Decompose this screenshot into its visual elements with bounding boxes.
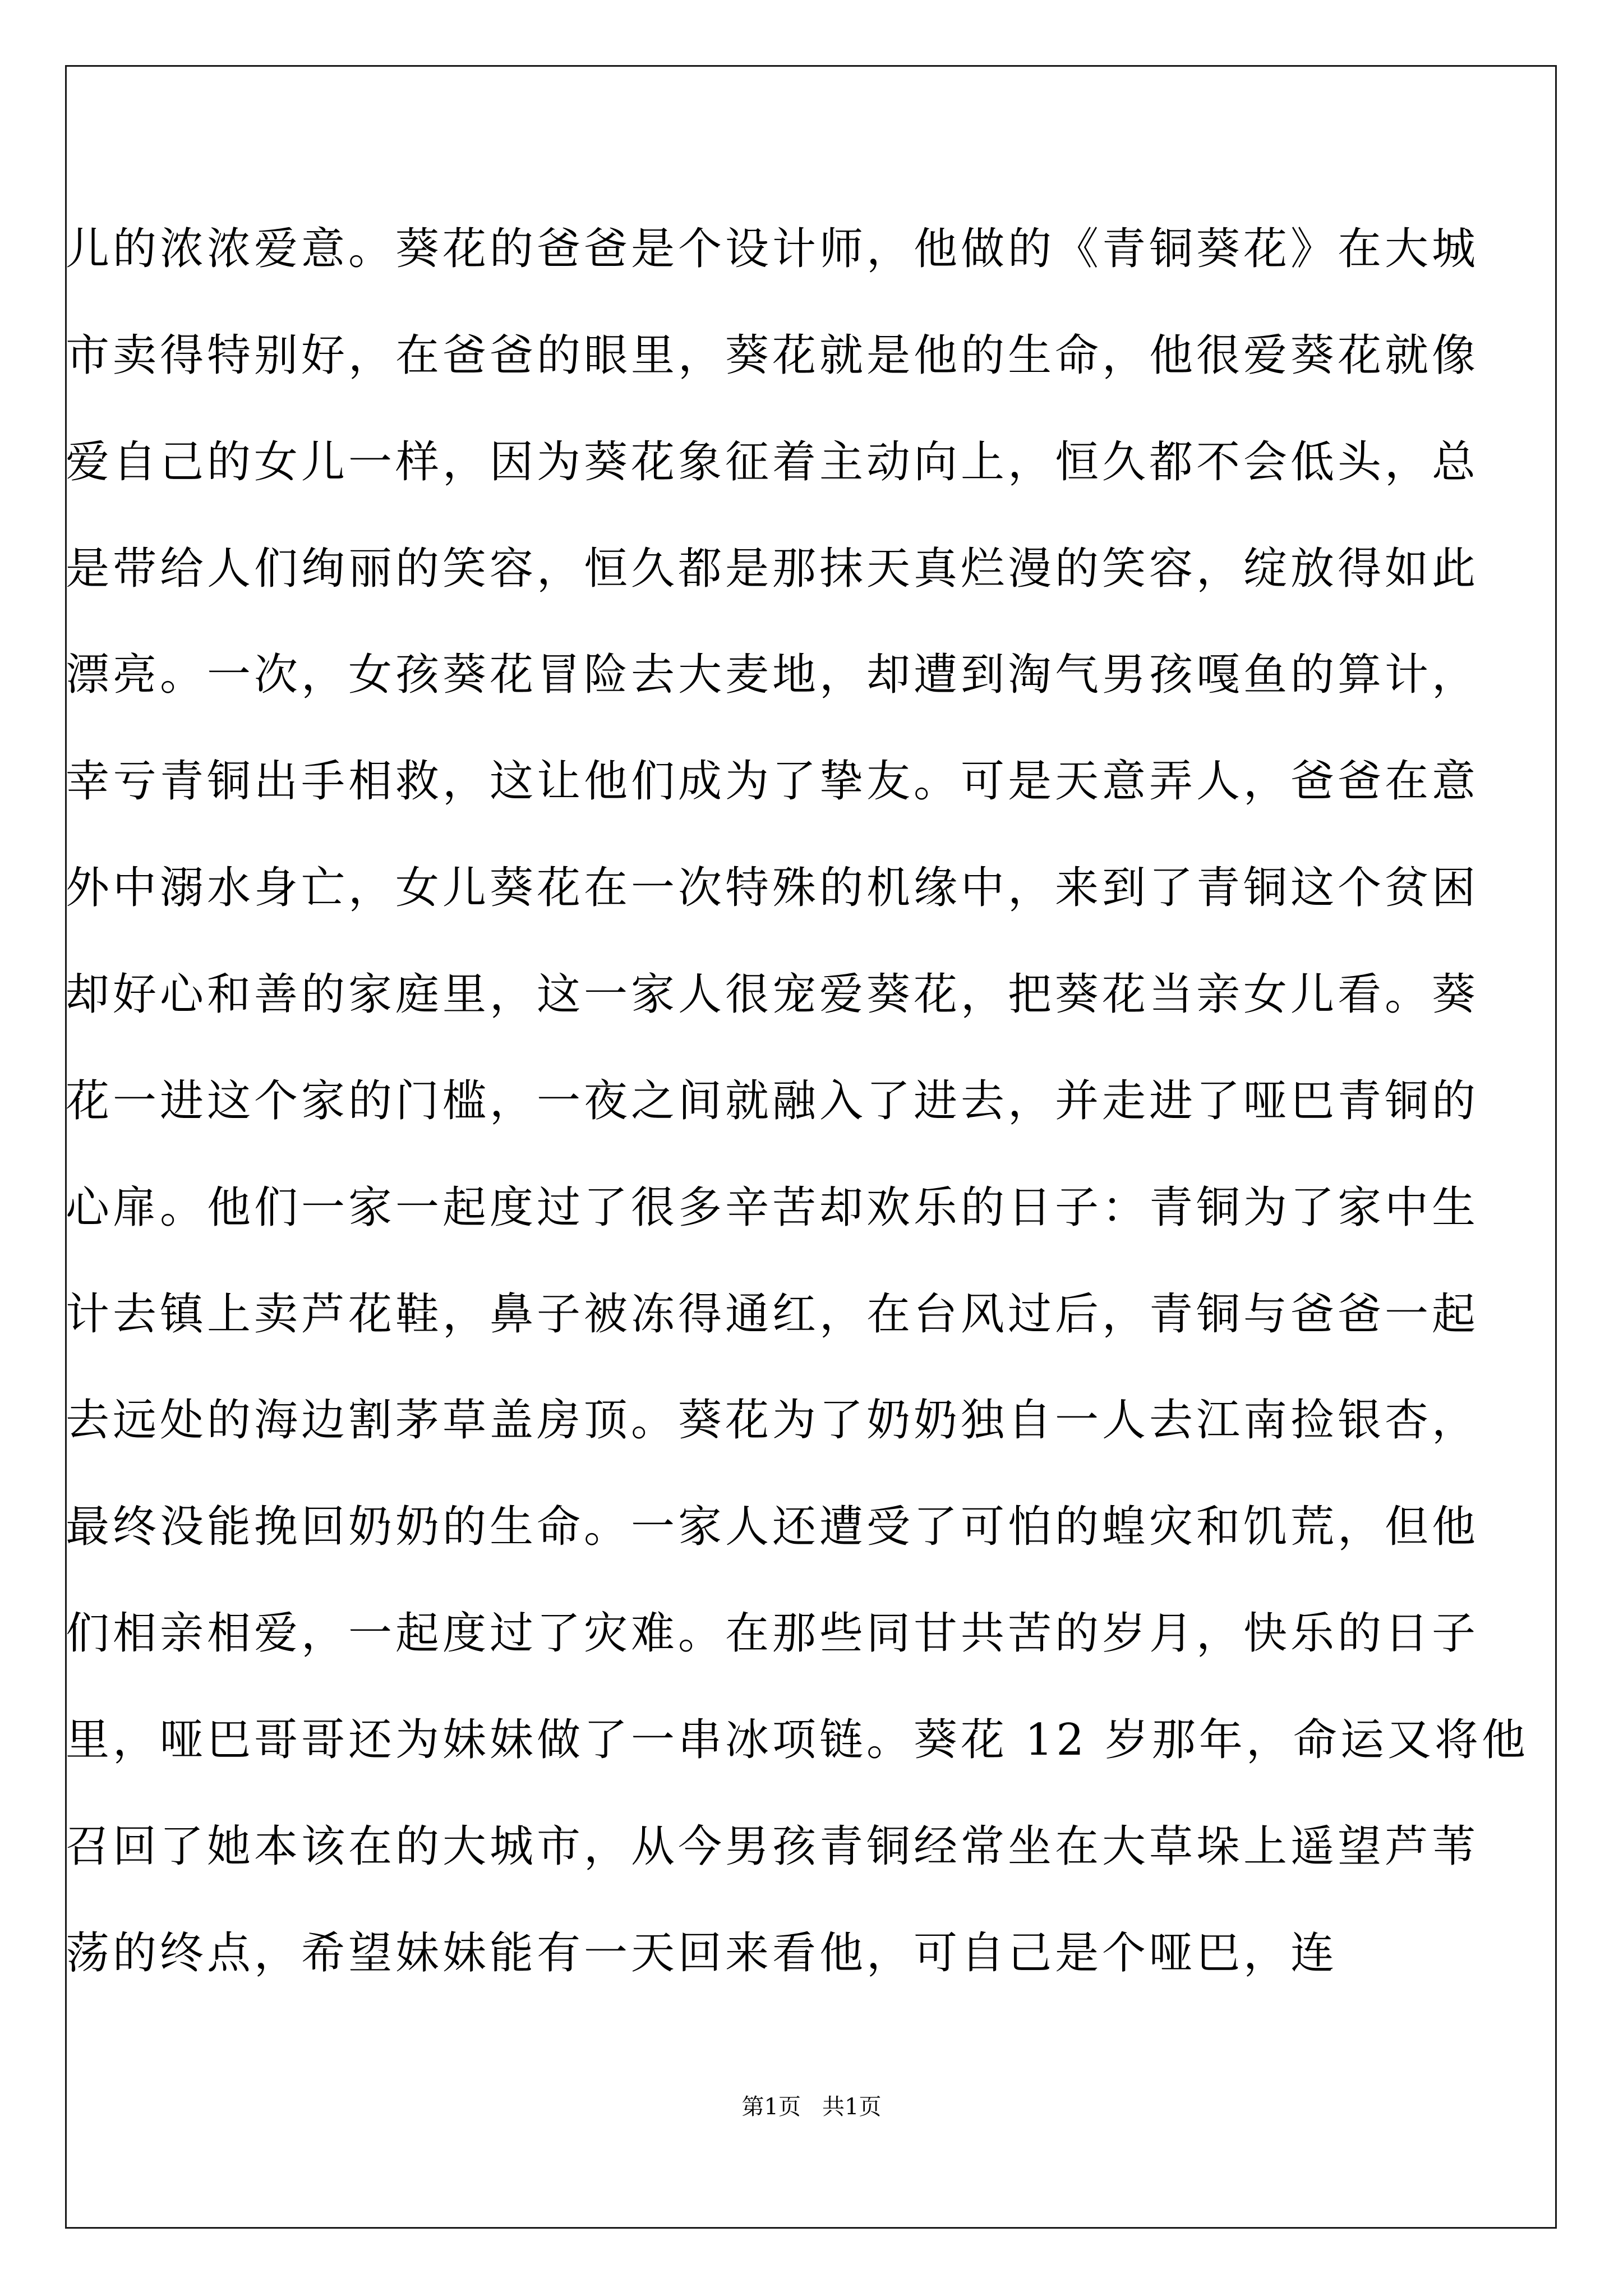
page-total: 共1页: [822, 2094, 882, 2120]
body-line-3: 爱自己的女儿一样，因为葵花象征着主动向上，恒久都不会低头，总: [66, 437, 1479, 487]
body-line-1: 儿的浓浓爱意。葵花的爸爸是个设计师，他做的《青铜葵花》在大城: [66, 224, 1479, 274]
body-line-7: 外中溺水身亡，女儿葵花在一次特殊的机缘中，来到了青铜这个贫困: [66, 863, 1479, 913]
body-line-5: 漂亮。一次，女孩葵花冒险去大麦地，却遭到淘气男孩嘎鱼的算计，: [66, 650, 1479, 700]
body-line-6: 幸亏青铜出手相救，这让他们成为了挚友。可是天意弄人，爸爸在意: [66, 756, 1479, 807]
body-line-16: 召回了她本该在的大城市，从今男孩青铜经常坐在大草垛上遥望芦苇: [66, 1821, 1479, 1872]
body-line-14: 们相亲相爱，一起度过了灾难。在那些同甘共苦的岁月，快乐的日子: [66, 1608, 1479, 1659]
body-line-15: 里，哑巴哥哥还为妹妹做了一串冰项链。葵花 12 岁那年，命运又将他: [66, 1715, 1529, 1765]
body-line-12: 去远处的海边割茅草盖房顶。葵花为了奶奶独自一人去江南捡银杏，: [66, 1395, 1479, 1446]
page-number: 第1页: [741, 2094, 801, 2120]
body-line-8: 却好心和善的家庭里，这一家人很宠爱葵花，把葵花当亲女儿看。葵: [66, 969, 1479, 1020]
page-border: [65, 65, 1557, 2229]
body-line-2: 市卖得特别好，在爸爸的眼里，葵花就是他的生命，他很爱葵花就像: [66, 330, 1479, 381]
body-line-17: 荡的终点，希望妹妹能有一天回来看他，可自己是个哑巴，连: [66, 1928, 1338, 1978]
body-line-10: 心扉。他们一家一起度过了很多辛苦却欢乐的日子：青铜为了家中生: [66, 1182, 1479, 1233]
page-footer: [0, 2089, 1623, 2121]
body-line-13: 最终没能挽回奶奶的生命。一家人还遭受了可怕的蝗灾和饥荒，但他: [66, 1502, 1479, 1552]
body-line-9: 花一进这个家的门槛，一夜之间就融入了进去，并走进了哑巴青铜的: [66, 1076, 1479, 1126]
body-line-4: 是带给人们绚丽的笑容，恒久都是那抹天真烂漫的笑容，绽放得如此: [66, 544, 1479, 594]
body-line-11: 计去镇上卖芦花鞋，鼻子被冻得通红，在台风过后，青铜与爸爸一起: [66, 1289, 1479, 1340]
